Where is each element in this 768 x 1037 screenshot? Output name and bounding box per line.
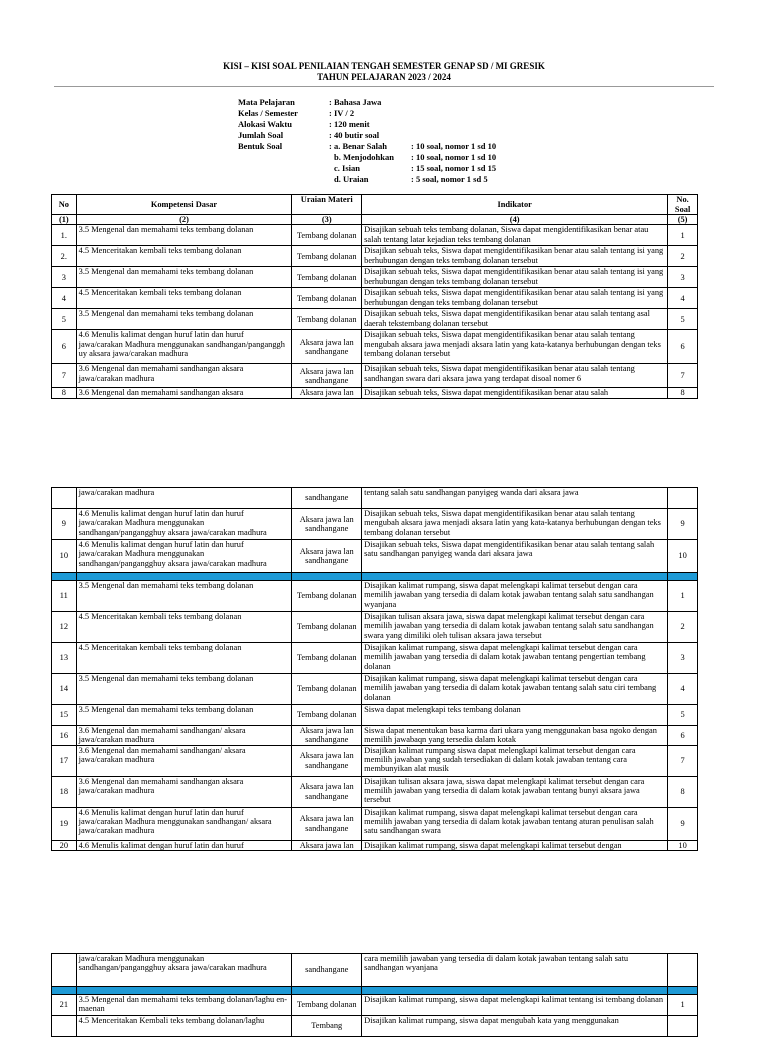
table-row [52, 674, 698, 705]
row-uraian: Tembang dolanan [292, 995, 362, 1016]
col-number: (1) [52, 215, 77, 225]
bentuk-name: b. Menjodohkan [334, 152, 394, 162]
row-no: 6 [52, 330, 77, 364]
row-no-soal: 5 [668, 705, 698, 726]
meta-value: : Bahasa Jawa [329, 97, 382, 107]
row-no-soal: 2 [668, 612, 698, 643]
row-indikator: Disajikan sebuah teks, Siswa dapat mengidentifikasikan benar atau salah tentang mengubah aksara jawa menjadi aksara latin yang kata-katanya berhubungan dengan teks tembang dolanan tersebut [362, 330, 668, 364]
table-row [52, 581, 698, 612]
row-uraian: Aksara jawa lan sandhangane [292, 807, 362, 840]
document-title: KISI – KISI SOAL PENILAIAN TENGAH SEMESTER GENAP SD / MI GRESIK [223, 61, 545, 71]
bentuk-row [238, 152, 538, 163]
header-uraian: Uraian Materi [292, 195, 362, 215]
row-kompetensi: 3.6 Mengenal dan memahami sandhangan aksara jawa/carakan madhura [76, 776, 292, 807]
row-uraian: Tembang [292, 1016, 362, 1037]
kisi-table-page-2 [51, 487, 698, 851]
bentuk-label: Bentuk Soal [238, 141, 283, 151]
row-no-soal [668, 954, 698, 987]
row-no: 4 [52, 288, 77, 309]
separator-cell [52, 573, 77, 581]
table-row [52, 643, 698, 674]
header-indikator: Indikator [362, 195, 668, 215]
row-kompetensi: 3.5 Mengenal dan memahami teks tembang dolanan/laghu en-maenan [76, 995, 292, 1016]
row-no: 11 [52, 581, 77, 612]
separator-cell [292, 573, 362, 581]
row-no [52, 1016, 77, 1037]
row-no-soal: 9 [668, 509, 698, 540]
row-indikator: Disajikan kalimat rumpang siswa dapat melengkapi kalimat tersebut dengan cara memilih jawaban yang sudah tersediakan di dalam kotak jawaban tentang cara membunyikan alat musik [362, 745, 668, 776]
table-row [52, 364, 698, 388]
table-row [52, 840, 698, 850]
row-uraian: Aksara jawa lan sandhangane [292, 726, 362, 746]
table-number-row [52, 215, 698, 225]
bentuk-detail: : 15 soal, nomor 1 sd 15 [411, 163, 497, 173]
row-no: 3 [52, 267, 77, 288]
row-indikator: tentang salah satu sandhangan panyigeg wanda dari aksara jawa [362, 488, 668, 509]
table-row [52, 330, 698, 364]
row-indikator: Disajikan sebuah teks, Siswa dapat mengidentifikasikan benar atau salah tentang isi yang berhubungan dengan teks tembang dolanan tersebut [362, 288, 668, 309]
row-uraian: sandhangane [292, 954, 362, 987]
row-no: 15 [52, 705, 77, 726]
row-no-soal [668, 488, 698, 509]
row-kompetensi: 3.5 Mengenal dan memahami teks tembang dolanan [76, 674, 292, 705]
meta-label: Kelas / Semester [238, 108, 298, 118]
separator-cell [52, 987, 77, 995]
row-indikator: cara memilih jawaban yang tersedia di dalam kotak jawaban tentang salah satu sandhangan wyanjana [362, 954, 668, 987]
row-no: 9 [52, 509, 77, 540]
row-kompetensi: 4.6 Menulis kalimat dengan huruf latin dan huruf [76, 840, 292, 850]
table-row [52, 612, 698, 643]
row-no-soal: 4 [668, 674, 698, 705]
bentuk-row [238, 174, 538, 185]
row-uraian: Tembang dolanan [292, 705, 362, 726]
row-uraian: Aksara jawa lan sandhangane [292, 776, 362, 807]
row-kompetensi: 3.5 Mengenal dan memahami teks tembang dolanan [76, 309, 292, 330]
row-uraian: Aksara jawa lan sandhangane [292, 330, 362, 364]
table-row [52, 488, 698, 509]
row-kompetensi: jawa/carakan madhura [76, 488, 292, 509]
row-indikator: Disajikan sebuah teks, Siswa dapat mengidentifikasikan benar atau salah tentang sandhangan swara dari aksara jawa yang terdapat disoal nomer 6 [362, 364, 668, 388]
row-indikator: Disajikan sebuah teks tembang dolanan, Siswa dapat mengidentifikasikan benar atau salah tentang latar kejadian teks tembang dolanan [362, 225, 668, 246]
meta-row [238, 108, 538, 119]
row-no-soal: 3 [668, 267, 698, 288]
row-no: 14 [52, 674, 77, 705]
row-uraian: Tembang dolanan [292, 225, 362, 246]
row-no-soal: 10 [668, 540, 698, 573]
row-indikator: Disajikan sebuah teks, Siswa dapat mengidentifikasikan benar atau salah tentang mengubah aksara jawa menjadi aksara latin yang kata-katanya berhubungan dengan teks tembang dolanan tersebut [362, 509, 668, 540]
row-kompetensi: 4.6 Menulis kalimat dengan huruf latin dan huruf jawa/carakan Madhura menggunakan sandhangan/pangangghuy aksara jawa/carakan madhura [76, 509, 292, 540]
header-no-soal: No. Soal [668, 195, 698, 215]
row-no: 8 [52, 388, 77, 398]
row-indikator: Disajikan kalimat rumpang, siswa dapat melengkapi kalimat tersebut dengan cara memilih jawaban yang tersedia di dalam kotak jawaban tentang pengertian tembang dolanan [362, 643, 668, 674]
table-row [52, 776, 698, 807]
row-no: 12 [52, 612, 77, 643]
separator-cell [668, 573, 698, 581]
row-no: 19 [52, 807, 77, 840]
row-kompetensi: 4.6 Menulis kalimat dengan huruf latin dan huruf jawa/carakan Madhura menggunakan sandhangan/panganggh​uy aksara jawa/carakan madhura [76, 330, 292, 364]
row-no-soal: 9 [668, 807, 698, 840]
row-no: 10 [52, 540, 77, 573]
document-subtitle: TAHUN PELAJARAN 2023 / 2024 [317, 72, 451, 82]
table-row [52, 309, 698, 330]
table-row [52, 225, 698, 246]
row-uraian: sandhangane [292, 488, 362, 509]
row-uraian: Tembang dolanan [292, 612, 362, 643]
row-no-soal: 1 [668, 581, 698, 612]
row-indikator: Disajikan kalimat rumpang, siswa dapat melengkapi kalimat tersebut dengan cara memilih jawaban yang tersedia di dalam kotak jawaban tentang aturan penulisan salah satu sandhangan swara [362, 807, 668, 840]
row-kompetensi: 3.5 Mengenal dan memahami teks tembang dolanan [76, 705, 292, 726]
separator-cell [76, 573, 292, 581]
row-no-soal: 6 [668, 330, 698, 364]
meta-row [238, 130, 538, 141]
table-row [52, 267, 698, 288]
row-no-soal [668, 1016, 698, 1037]
row-no [52, 954, 77, 987]
row-uraian: Tembang dolanan [292, 643, 362, 674]
table-row [52, 995, 698, 1016]
row-no: 16 [52, 726, 77, 746]
row-kompetensi: 3.6 Mengenal dan memahami sandhangan aksara jawa/carakan madhura [76, 364, 292, 388]
col-number: (5) [668, 215, 698, 225]
row-no-soal: 10 [668, 840, 698, 850]
row-indikator: Siswa dapat melengkapi teks tembang dolanan [362, 705, 668, 726]
row-no-soal: 1 [668, 995, 698, 1016]
row-no: 18 [52, 776, 77, 807]
meta-value: : 40 butir soal [329, 130, 380, 140]
row-indikator: Disajikan sebuah teks, Siswa dapat mengidentifikasikan benar atau salah tentang isi yang berhubungan dengan teks tembang dolanan tersebut [362, 267, 668, 288]
kisi-table-page-3 [51, 953, 698, 1037]
row-no: 5 [52, 309, 77, 330]
row-uraian: Tembang dolanan [292, 246, 362, 267]
row-uraian: Tembang dolanan [292, 674, 362, 705]
row-kompetensi: 4.5 Menceritakan kembali teks tembang dolanan [76, 643, 292, 674]
row-kompetensi: 4.6 Menulis kalimat dengan huruf latin dan huruf jawa/carakan Madhura menggunakan sandhangan/ aksara jawa/carakan madhura [76, 807, 292, 840]
row-indikator: Disajikan kalimat rumpang, siswa dapat mengubah kata yang menggunakan [362, 1016, 668, 1037]
row-no-soal: 3 [668, 643, 698, 674]
row-kompetensi: 3.5 Mengenal dan memahami teks tembang dolanan [76, 225, 292, 246]
row-uraian: Tembang dolanan [292, 267, 362, 288]
row-no-soal: 8 [668, 388, 698, 398]
row-no-soal: 1 [668, 225, 698, 246]
col-number: (3) [292, 215, 362, 225]
meta-row [238, 97, 538, 108]
separator-cell [668, 987, 698, 995]
col-number: (4) [362, 215, 668, 225]
separator-cell [362, 573, 668, 581]
row-kompetensi: 3.6 Mengenal dan memahami sandhangan/ aksara jawa/carakan madhura [76, 726, 292, 746]
row-kompetensi: 4.6 Menulis kalimat dengan huruf latin dan huruf jawa/carakan Madhura menggunakan sandhangan/pangangghuy aksara jawa/carakan madhura [76, 540, 292, 573]
row-no: 17 [52, 745, 77, 776]
row-indikator: Siswa dapat menentukan basa karma dari ukara yang menggunakan basa ngoko dengan memilih jawabaqn yang tersedia dalam kotak [362, 726, 668, 746]
header-kompetensi: Kompetensi Dasar [76, 195, 292, 215]
row-uraian: Aksara jawa lan sandhangane [292, 509, 362, 540]
meta-label: Jumlah Soal [238, 130, 284, 140]
row-no: 20 [52, 840, 77, 850]
row-kompetensi: 4.5 Menceritakan kembali teks tembang dolanan [76, 246, 292, 267]
row-no-soal: 2 [668, 246, 698, 267]
section-separator [52, 573, 698, 581]
separator-cell [362, 987, 668, 995]
row-uraian: Aksara jawa lan [292, 840, 362, 850]
row-uraian: Tembang dolanan [292, 288, 362, 309]
bentuk-detail: : 10 soal, nomor 1 sd 10 [411, 152, 497, 162]
row-kompetensi: 4.5 Menceritakan kembali teks tembang dolanan [76, 288, 292, 309]
row-kompetensi: jawa/carakan Madhura menggunakan sandhangan/pangangghuy aksara jawa/carakan madhura [76, 954, 292, 987]
row-no-soal: 8 [668, 776, 698, 807]
row-indikator: Disajikan sebuah teks, Siswa dapat mengidentifikasikan benar atau salah tentang isi yang berhubungan dengan teks tembang dolanan tersebut [362, 246, 668, 267]
meta-label: Alokasi Waktu [238, 119, 292, 129]
table-row [52, 1016, 698, 1037]
table-row [52, 807, 698, 840]
row-indikator: Disajikan sebuah teks, Siswa dapat mengidentifikasikan benar atau salah tentang asal daerah tekstembang dolanan tersebut [362, 309, 668, 330]
table-row [52, 509, 698, 540]
table-row [52, 540, 698, 573]
row-indikator: Disajikan tulisan aksara jawa, siswa dapat melengkapi kalimat tersebut dengan cara memilih jawaban yang tersedia di dalam kotak jawaban tentang bunyi aksara jawa tersebut [362, 776, 668, 807]
separator-cell [76, 987, 292, 995]
bentuk-name: : a. Benar Salah [329, 141, 387, 151]
row-indikator: Disajikan sebuah teks, Siswa dapat mengidentifikasikan benar atau salah [362, 388, 668, 398]
separator-cell [292, 987, 362, 995]
row-no-soal: 6 [668, 726, 698, 746]
row-uraian: Tembang dolanan [292, 309, 362, 330]
row-no: 1. [52, 225, 77, 246]
bentuk-row [238, 141, 538, 152]
row-no: 2. [52, 246, 77, 267]
table-row [52, 726, 698, 746]
row-kompetensi: 3.6 Mengenal dan memahami sandhangan/ aksara jawa/carakan madhura [76, 745, 292, 776]
meta-block [238, 97, 538, 185]
header-no: No [52, 195, 77, 215]
bentuk-detail: : 10 soal, nomor 1 sd 10 [411, 141, 497, 151]
meta-row [238, 119, 538, 130]
row-no: 13 [52, 643, 77, 674]
table-row [52, 388, 698, 398]
table-row [52, 288, 698, 309]
row-indikator: Disajikan kalimat rumpang, siswa dapat melengkapi kalimat tersebut dengan cara memilih jawaban yang tersedia di dalam kotak jawaban tentang salah satu ciri tembang dolanan [362, 674, 668, 705]
kisi-table-page-1 [51, 194, 698, 399]
row-kompetensi: 3.5 Mengenal dan memahami teks tembang dolanan [76, 581, 292, 612]
row-uraian: Aksara jawa lan [292, 388, 362, 398]
bentuk-detail: : 5 soal, nomor 1 sd 5 [411, 174, 488, 184]
bentuk-name: d. Uraian [334, 174, 369, 184]
table-row [52, 745, 698, 776]
row-indikator: Disajikan kalimat rumpang, siswa dapat melengkapi kalimat tersebut dengan [362, 840, 668, 850]
section-separator [52, 987, 698, 995]
row-uraian: Aksara jawa lan sandhangane [292, 745, 362, 776]
row-uraian: Aksara jawa lan sandhangane [292, 540, 362, 573]
table-row [52, 954, 698, 987]
row-no-soal: 7 [668, 745, 698, 776]
divider [54, 86, 714, 87]
row-no-soal: 4 [668, 288, 698, 309]
row-kompetensi: 4.5 Menceritakan Kembali teks tembang dolanan/laghu [76, 1016, 292, 1037]
row-uraian: Tembang dolanan [292, 581, 362, 612]
col-number: (2) [76, 215, 292, 225]
table-header-row [52, 195, 698, 215]
row-indikator: Disajikan kalimat rumpang, siswa dapat melengkapi kalimat tentang isi tembang dolanan [362, 995, 668, 1016]
row-indikator: Disajikan sebuah teks, Siswa dapat mengidentifikasikan benar atau salah tentang salah satu sandhangan panyigeg wanda dari aksara jawa [362, 540, 668, 573]
row-no: 7 [52, 364, 77, 388]
row-no-soal: 7 [668, 364, 698, 388]
row-indikator: Disajikan tulisan aksara jawa, siswa dapat melengkapi kalimat tersebut dengan cara memilih jawaban yang tersedia di dalam kotak jawaban tentang salah satu sandhangan swara yang dimiliki oleh tulisan aksara jawa tersebut [362, 612, 668, 643]
row-uraian: Aksara jawa lan sandhangane [292, 364, 362, 388]
meta-value: : 120 menit [329, 119, 370, 129]
meta-value: : IV / 2 [329, 108, 355, 118]
row-no [52, 488, 77, 509]
meta-label: Mata Pelajaran [238, 97, 295, 107]
bentuk-name: c. Isian [334, 163, 360, 173]
table-row [52, 246, 698, 267]
row-kompetensi: 4.5 Menceritakan kembali teks tembang dolanan [76, 612, 292, 643]
row-no-soal: 5 [668, 309, 698, 330]
bentuk-row [238, 163, 538, 174]
row-kompetensi: 3.6 Mengenal dan memahami sandhangan aksara [76, 388, 292, 398]
table-row [52, 705, 698, 726]
row-kompetensi: 3.5 Mengenal dan memahami teks tembang dolanan [76, 267, 292, 288]
row-indikator: Disajikan kalimat rumpang, siswa dapat melengkapi kalimat tersebut dengan cara memilih jawaban yang tersedia di dalam kotak jawaban tentang salah satu sandhangan wyanjana [362, 581, 668, 612]
row-no: 21 [52, 995, 77, 1016]
